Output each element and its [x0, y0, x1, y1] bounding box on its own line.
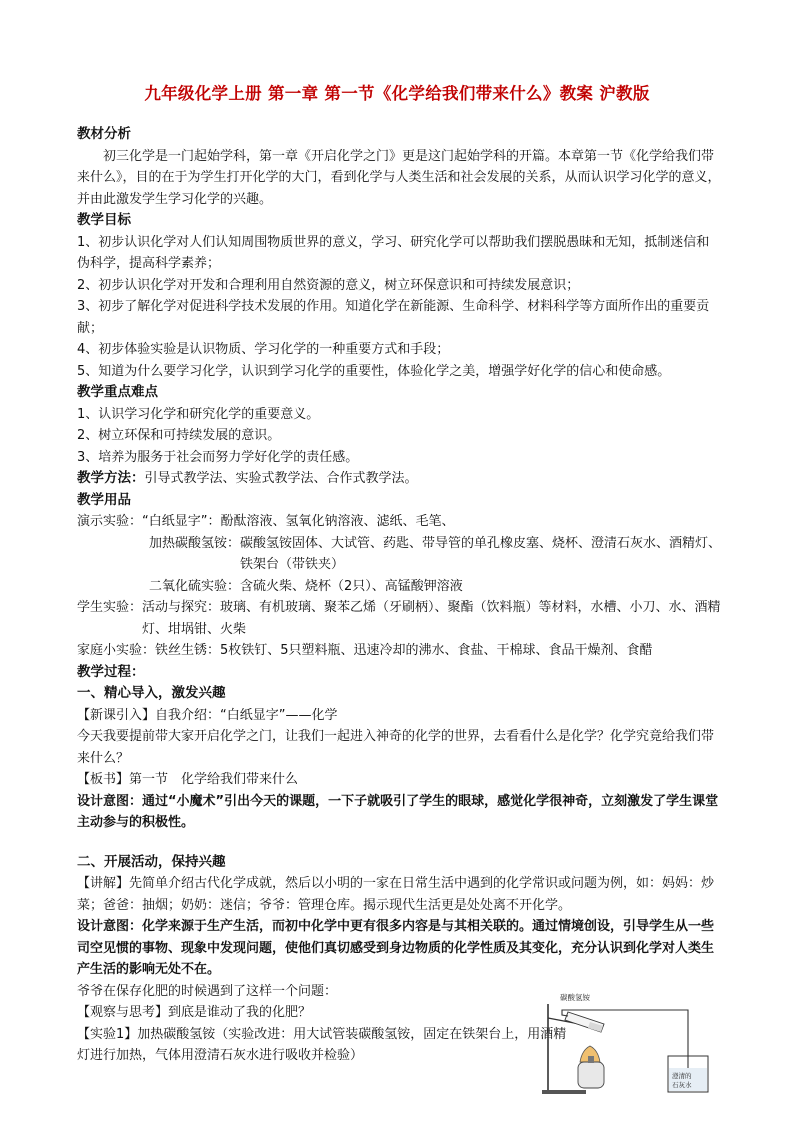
- board-writing: 【板书】第一节 化学给我们带来什么: [77, 772, 299, 787]
- teaching-methods-text: 引导式教学法、实验式教学法、合作式教学法。: [144, 471, 418, 486]
- stand-base: [542, 1090, 586, 1094]
- home-label: 家庭小实验：: [77, 643, 156, 658]
- objective-item: 1、初步认识化学对人们认知周围物质世界的意义，学习、研究化学可以帮助我们摆脱愚昧和无知，抵制迷信和伪科学，提高科学素养；: [77, 234, 710, 271]
- demo-white-paper: “白纸显字”：酚酞溶液、氢氧化钠溶液、滤纸、毛笔、: [142, 514, 455, 529]
- paragraph-textbook-analysis: 初三化学是一门起始学科，第一章《开启化学之门》更是这门起始学科的开篇。本章第一节《化学给我们带来什么》，目的在于为学生打开化学的大门，看到化学与人类生活和社会发展的关系，从而认识学习化学的意义，并由此激发学生学习化学的兴趣。: [77, 148, 721, 207]
- home-experiment-row: [77, 640, 722, 662]
- teaching-methods: [77, 468, 722, 490]
- alcohol-lamp: [578, 1062, 604, 1088]
- apparatus-diagram: [538, 990, 718, 1095]
- student-materials: 活动与探究：玻璃、有机玻璃、聚苯乙烯（牙刷柄）、聚酯（饮料瓶）等材料，水槽、小刀、水、酒精灯、坩埚钳、火柴: [142, 600, 721, 637]
- label-ammonium-bicarbonate: 碳酸氢铵: [560, 993, 590, 1002]
- intro-paragraph: 今天我要提前带大家开启化学之门，让我们一起进入神奇的化学的世界，去看看什么是化学？化学究竟给我们带来什么？: [77, 729, 715, 766]
- experiment-1: 【实验1】加热碳酸氢铵（实验改进：用大试管装碳酸氢铵，固定在铁架台上，用酒精灯进行加热，气体用澄清石灰水进行吸收并检验）: [77, 1026, 567, 1063]
- heading-teaching-materials: 教学用品: [77, 491, 131, 508]
- spacer: [77, 834, 722, 852]
- key-point-item: 1、认识学习化学和研究化学的重要意义。: [77, 406, 320, 422]
- lecture-paragraph: 【讲解】先简单介绍古代化学成就，然后以小明的一家在日常生活中遇到的化学常识或问题为例，如：妈妈：炒菜；爸爸：抽烟；奶奶：迷信；爷爷：管理仓库。揭示现代生活更是处处离不开化学。: [77, 876, 715, 913]
- key-point-item: 2、树立环保和可持续发展的意识。: [77, 428, 281, 443]
- demo-heating-label: 加热碳酸氢铵：: [149, 535, 241, 551]
- subheading-activities: 二、开展活动，保持兴趣: [77, 853, 226, 870]
- objective-item: 5、知道为什么要学习化学，认识到学习化学的重要性，体验化学之美，增强学好化学的信心和使命感。: [77, 363, 671, 379]
- objective-item: 2、初步认识化学对开发和合理利用自然资源的意义，树立环保意识和可持续发展意识；: [77, 277, 580, 293]
- demo-experiment-row: [77, 511, 722, 533]
- teaching-methods-label: 教学方法：: [77, 470, 145, 486]
- design-intent-1: 设计意图：通过“小魔术”引出今天的课题，一下子就吸引了学生的眼球，感觉化学很神奇，立刻激发了学生课堂主动参与的积极性。: [77, 793, 719, 830]
- new-lesson-intro: 【新课引入】自我介绍：“白纸显字”——化学: [77, 707, 338, 723]
- heading-key-points: 教学重点难点: [77, 384, 158, 400]
- objective-item: 4、初步体验实验是认识物质、学习化学的一种重要方式和手段；: [77, 342, 450, 357]
- key-point-item: 3、培养为服务于社会而努力学好化学的责任感。: [77, 449, 359, 465]
- demo-so2-materials: 二氧化硫实验：含硫火柴、烧杯（2只）、高锰酸钾溶液: [149, 578, 463, 594]
- demo-label: 演示实验：: [77, 514, 143, 529]
- heading-textbook-analysis: 教材分析: [77, 126, 131, 142]
- heading-teaching-process: 教学过程：: [77, 663, 145, 680]
- demo-heating-materials: 碳酸氢铵固体、大试管、药匙、带导管的单孔橡皮塞、烧杯、澄清石灰水、酒精灯、铁架台（带铁夹）: [240, 535, 722, 572]
- subheading-introduction: 一、精心导入，激发兴趣: [77, 685, 226, 701]
- apparatus-figure: [538, 990, 718, 1095]
- demo-heating-row: [77, 533, 722, 576]
- grandpa-problem: 爷爷在保存化肥的时候遇到了这样一个问题：: [77, 983, 338, 999]
- lamp-wick: [588, 1056, 594, 1063]
- heading-teaching-objectives: 教学目标: [77, 212, 131, 228]
- label-limewater-1: 澄清的: [672, 1072, 692, 1080]
- student-label: 学生实验：: [77, 600, 143, 615]
- document-title: 九年级化学上册 第一章 第一节《化学给我们带来什么》教案 沪教版: [144, 84, 650, 103]
- label-limewater-2: 石灰水: [672, 1081, 692, 1089]
- document-body: [77, 124, 722, 1067]
- student-experiment-row: [77, 597, 722, 640]
- design-intent-2: 设计意图：化学来源于生产生活，而初中化学中更有很多内容是与其相关联的。通过情境创设，引导学生从一些司空见惯的事物、现象中发现问题，使他们真切感受到身边物质的化学性质及其变化，充分认识到化学对人类生产生活的影响无处不在。: [77, 919, 715, 977]
- observe-think: 【观察与思考】到底是谁动了我的化肥？: [77, 1005, 312, 1020]
- objective-item: 3、初步了解化学对促进科学技术发展的作用。知道化学在新能源、生命科学、材料科学等方面所作出的重要贡献；: [77, 299, 710, 336]
- home-materials: 铁丝生锈：5枚铁钉、5只塑料瓶、迅速冷却的沸水、食盐、干棉球、食品干燥剂、食醋: [155, 643, 653, 658]
